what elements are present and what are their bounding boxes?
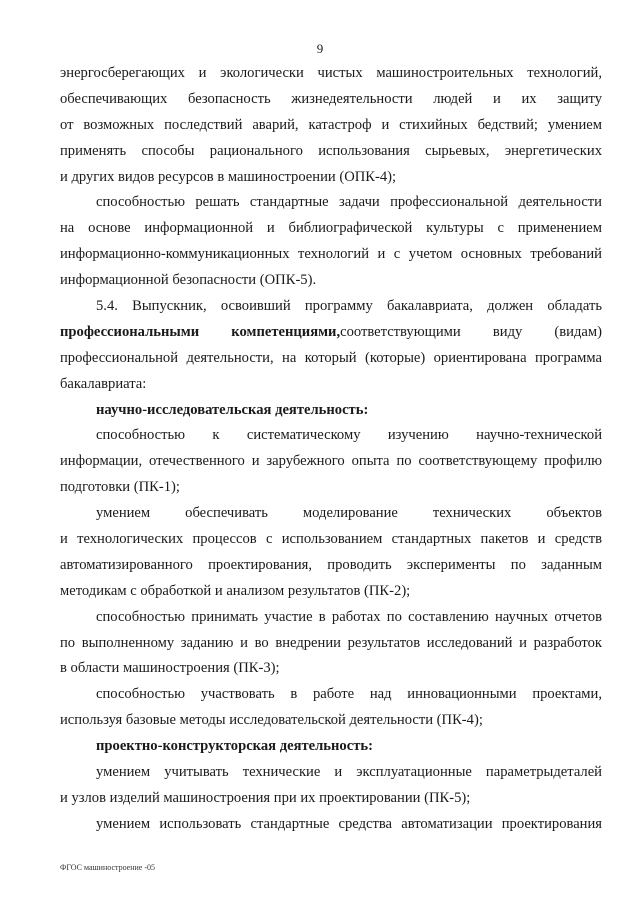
section-heading: проектно-конструкторская деятельность:	[96, 738, 373, 755]
text-line: по выполненному заданию и во внедрении результатов исследований и разработок	[60, 634, 602, 651]
text-line: и других видов ресурсов в машиностроении (ОПК-4);	[60, 168, 397, 185]
text-line: способностью принимать участие в работах по составлению научных отчетов	[96, 608, 602, 625]
text-line: профессиональной деятельности, на который (которые) ориентирована программа	[60, 349, 602, 366]
text-line: методикам с обработкой и анализом результатов (ПК-2);	[60, 582, 411, 599]
text-line: информационно-коммуникационных технологий и с учетом основных требований	[60, 246, 602, 263]
text-line: от возможных последствий аварий, катастроф и стихийных бедствий; умением	[60, 116, 602, 133]
document-body	[60, 61, 602, 838]
text-line: в области машиностроения (ПК-3);	[60, 660, 280, 677]
text-line: умением использовать стандартные средства автоматизации проектирования	[96, 815, 602, 832]
text-line: информационной безопасности (ОПК-5).	[60, 272, 317, 289]
text-line: автоматизированного проектирования, проводить эксперименты по заданным	[60, 556, 602, 573]
text-line: подготовки (ПК-1);	[60, 479, 180, 496]
section-heading: научно-исследовательская деятельность:	[96, 401, 369, 418]
text-line: энергосберегающих и экологически чистых машиностроительных технологий,	[60, 65, 602, 81]
text-fragment: соответствующими виду (видам)	[340, 323, 602, 340]
text-line: на основе информационной и библиографической культуры с применением	[60, 220, 602, 237]
footer-note: ФГОС машиностроение -05	[60, 863, 156, 872]
text-line: 5.4. Выпускник, освоивший программу бакалавриата, должен обладать	[96, 298, 602, 315]
text-line: умением обеспечивать моделирование технических объектов	[96, 505, 602, 522]
text-line: способностью к систематическому изучению научно-технической	[96, 427, 602, 444]
text-line: обеспечивающих безопасность жизнедеятельности людей и их защиту	[60, 90, 602, 107]
bold-term: профессиональными компетенциями,	[60, 323, 341, 340]
text-line: бакалавриата:	[60, 375, 147, 392]
text-line: умением учитывать технические и эксплуатационные параметрыдеталей	[96, 764, 602, 781]
text-line: способностью решать стандартные задачи профессиональной деятельности	[96, 194, 602, 211]
text-line: способностью участвовать в работе над инновационными проектами,	[96, 686, 602, 703]
text-line: и технологических процессов с использованием стандартных пакетов и средств	[60, 531, 602, 548]
page-number: 9	[316, 41, 324, 56]
text-line: применять способы рационального использования сырьевых, энергетических	[60, 142, 602, 159]
text-line-mixed	[60, 320, 602, 346]
text-line: информации, отечественного и зарубежного опыта по соответствующему профилю	[60, 453, 602, 470]
text-line: используя базовые методы исследовательской деятельности (ПК-4);	[60, 712, 483, 729]
text-line: и узлов изделий машиностроения при их проектировании (ПК-5);	[60, 789, 471, 806]
